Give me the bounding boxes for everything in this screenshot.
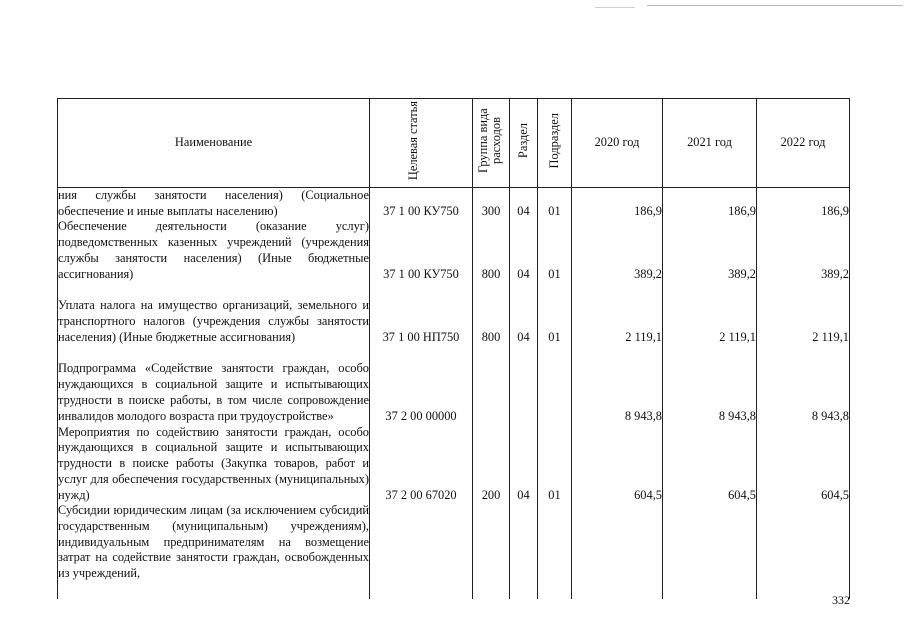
row-section: 04 (510, 282, 538, 345)
row-value-2022: 389,2 (757, 219, 850, 282)
row-section: 04 (510, 219, 538, 282)
row-value-2021 (663, 503, 757, 599)
row-name: ния службы занятости населения) (Социальное обеспечение и иные выплаты населению) (58, 187, 369, 218)
row-value-2022: 8 943,8 (757, 345, 850, 424)
row-value-2021: 389,2 (663, 219, 757, 282)
row-name: Мероприятия по содействию занятости граждан, особо нуждающихся в социальной защите и испытывающих трудности в поиске работы (Закупка товаров, работ и услуг для обеспечения государственных (муниципальных) нужд) (58, 424, 369, 502)
row-section: 04 (510, 424, 538, 503)
row-value-2021: 2 119,1 (663, 282, 757, 345)
row-name: Обеспечение деятельности (оказание услуг) подведомственных казенных учреждений (учреждения службы занятости населения) (Иные бюджетные ассигнования) (58, 219, 369, 281)
col-header-2020: 2020 год (572, 99, 663, 188)
row-target-article: 37 1 00 КУ750 (370, 187, 473, 219)
col-header-2022: 2022 год (757, 99, 850, 188)
row-expense-group: 800 (473, 282, 510, 345)
row-value-2020: 186,9 (572, 187, 663, 219)
row-subsection (538, 503, 572, 599)
row-value-2022: 2 119,1 (757, 282, 850, 345)
row-name: Подпрограмма «Содействие занятости граждан, особо нуждающихся в социальной защите и испытывающих трудности в поиске работы, в том числе сопровождение инвалидов молодого возраста при трудоустройстве» (58, 345, 370, 424)
page-number: 332 (832, 593, 850, 607)
row-subsection: 01 (538, 187, 572, 219)
table-row (58, 345, 850, 424)
row-subsection (538, 345, 572, 424)
row-value-2020 (572, 503, 663, 599)
row-value-2020: 604,5 (572, 424, 663, 503)
row-value-2022: 186,9 (757, 187, 850, 219)
table-row (58, 219, 850, 282)
row-expense-group (473, 345, 510, 424)
row-value-2021: 8 943,8 (663, 345, 757, 424)
budget-table (57, 98, 850, 599)
row-expense-group: 800 (473, 219, 510, 282)
table-row (58, 282, 850, 345)
row-name: Субсидии юридическим лицам (за исключением субсидий государственным (муниципальным) учреждениям), индивидуальным предпринимателям на возмещение затрат на содействие занятости граждан, освобожденных из учреждений, (58, 503, 370, 599)
row-value-2020: 2 119,1 (572, 282, 663, 345)
row-target-article (370, 503, 473, 599)
row-value-2020: 8 943,8 (572, 345, 663, 424)
col-header-2021: 2021 год (663, 99, 757, 188)
row-target-article: 37 2 00 00000 (370, 345, 473, 424)
row-section: 04 (510, 187, 538, 219)
row-subsection: 01 (538, 424, 572, 503)
row-expense-group: 200 (473, 424, 510, 503)
col-header-name: Наименование (58, 99, 370, 188)
table-row (58, 503, 850, 599)
col-header-subsection: Подраздел (538, 99, 572, 188)
row-name: Уплата налога на имущество организаций, земельного и транспортного налогов (учреждения службы занятости населения) (Иные бюджетные ассигнования) (58, 282, 370, 345)
row-target-article: 37 2 00 67020 (370, 424, 473, 503)
scan-artifact-line (595, 7, 635, 8)
row-expense-group: 300 (473, 187, 510, 219)
row-section (510, 345, 538, 424)
row-value-2020: 389,2 (572, 219, 663, 282)
row-value-2022 (757, 503, 850, 599)
col-header-target-article: Целевая статья (370, 99, 473, 188)
row-value-2021: 186,9 (663, 187, 757, 219)
row-target-article: 37 1 00 НП750 (370, 282, 473, 345)
col-header-section: Раздел (510, 99, 538, 188)
row-target-article: 37 1 00 КУ750 (370, 219, 473, 282)
table-header-row (58, 99, 850, 188)
row-value-2021: 604,5 (663, 424, 757, 503)
table-row (58, 424, 850, 503)
col-header-expense-group: Группа вида расходов (473, 99, 510, 188)
row-value-2022: 604,5 (757, 424, 850, 503)
row-subsection: 01 (538, 219, 572, 282)
row-expense-group (473, 503, 510, 599)
scan-artifact-line (647, 5, 903, 6)
row-section (510, 503, 538, 599)
row-subsection: 01 (538, 282, 572, 345)
table-row (58, 187, 850, 219)
